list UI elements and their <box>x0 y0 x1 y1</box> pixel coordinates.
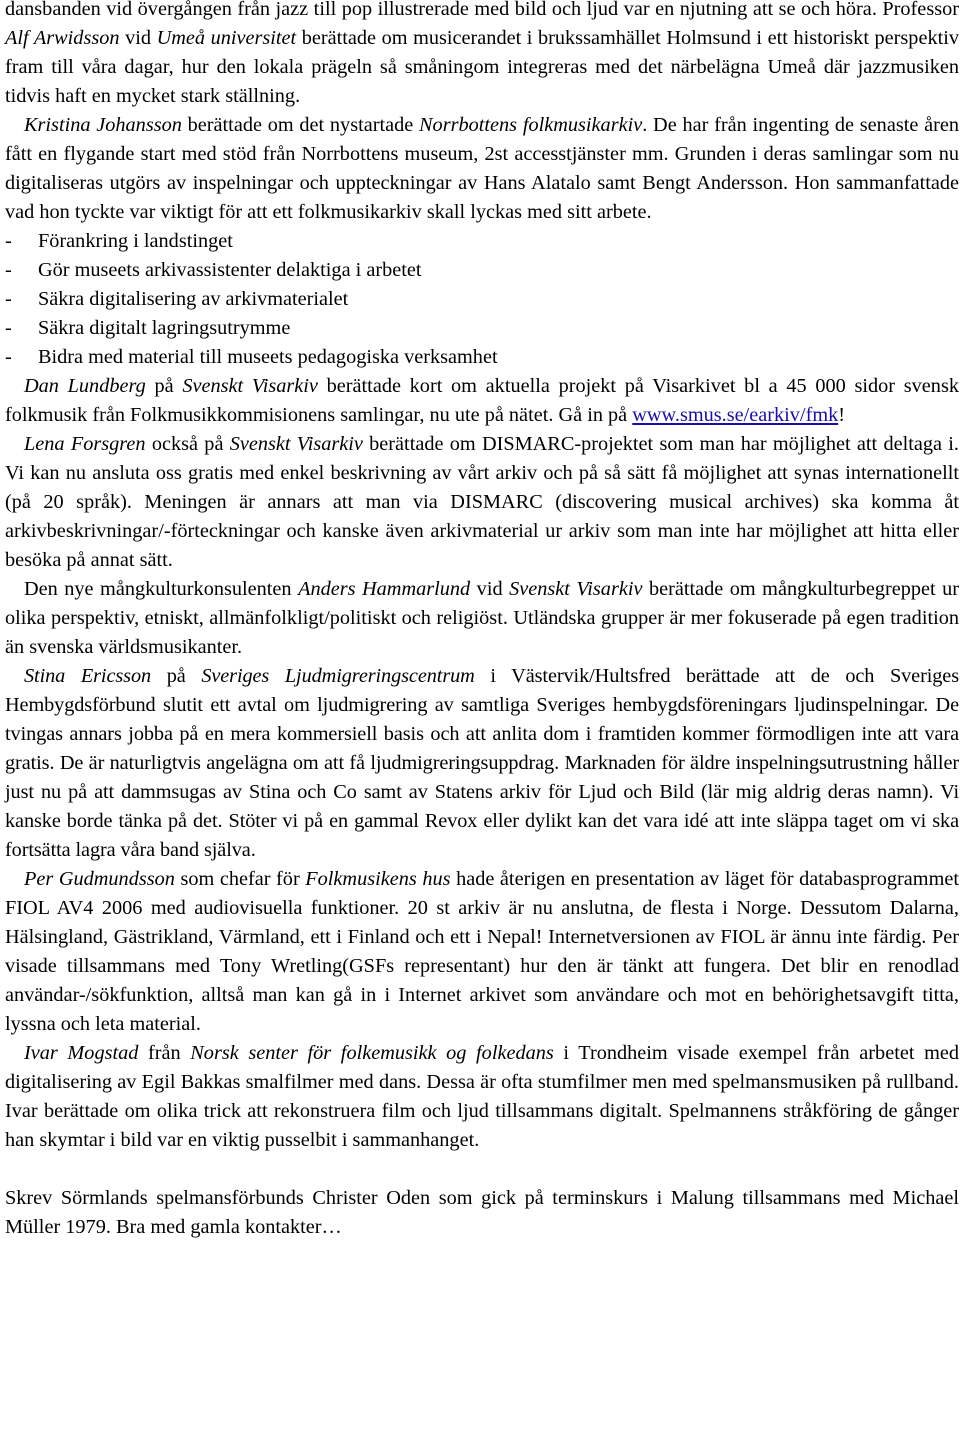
person-name: Dan Lundberg <box>24 375 146 397</box>
paragraph-holmsund: dansbanden vid övergången från jazz till pop illustrerade med bild och ljud var en njutning att se och höra. Professor Alf Arwidsson vid Umeå universitet berättade om musicerandet i brukssamhället Holmsund i ett historiskt perspektiv fram till våra dagar, hur den lokala prägeln så småningom integreras med det närbelägna Umeå där jazzmusiken tidvis haft en mycket stark ställning. <box>5 0 960 107</box>
paragraph-norrbotten: Kristina Johansson berättade om det nystartade Norrbottens folkmusikarkiv. De har från ingenting de senaste åren fått en flygande start med stöd från Norrbottens museum, 2st accesstjänster mm. Grunden i deras samlingar som nu digitaliseras utgörs av inspelningar och uppteckningar av Hans Alatalo samt Bengt Andersson. Hon sammanfattade vad hon tyckte var viktigt för att ett folkmusikarkiv skall lyckas med sitt arbete. <box>5 114 960 223</box>
list-item: - Förankring i landstinget <box>5 230 233 252</box>
list-item: - Gör museets arkivassistenter delaktiga i arbetet <box>5 259 422 281</box>
bullet-list <box>5 227 959 372</box>
organization-name: Svenskt Visarkiv <box>509 578 643 600</box>
person-name: Anders Hammarlund <box>298 578 471 600</box>
person-name: Ivar Mogstad <box>24 1042 139 1064</box>
paragraph-norsk-senter: Ivar Mogstad från Norsk senter för folkemusikk og folkedans i Trondheim visade exempel från arbetet med digitalisering av Egil Bakkas smalfilmer med dans. Dessa är ofta stumfilmer men med spelmansmusiken på rullband. Ivar berättade om olika trick att rekonstruera film och ljud tillsammans digitalt. Spelmannens stråkföring de gånger han skymtar i bild var en viktig pusselbit i sammanhanget. <box>5 1042 959 1151</box>
paragraph-dismarc: Lena Forsgren också på Svenskt Visarkiv berättade om DISMARC-projektet som man har möjlighet att deltaga i. Vi kan nu ansluta oss gratis med enkel beskrivning av vårt arkiv och på så sätt få möjlighet att synas internationellt (på 20 språk). Meningen är annars att man via DISMARC (discovering musical archives) ska komma åt arkivbeskrivningar/-förteckningar och kanske även arkivmaterial ur arkiv som man inte har möjlighet att hitta eller besöka på annat sätt. <box>5 433 959 571</box>
paragraph-visarkiv-lundberg: Dan Lundberg på Svenskt Visarkiv berättade kort om aktuella projekt på Visarkivet bl a 45 000 sidor svensk folkmusik från Folkmusikkommisionens samlingar, nu ute på nätet. Gå in på www.smus.se/earkiv/fmk! <box>5 375 959 426</box>
organization-name: Svenskt Visarkiv <box>182 375 318 397</box>
organization-name: Norsk senter för folkemusikk og folkedans <box>190 1042 554 1064</box>
organization-name: Sveriges Ljudmigreringscentrum <box>201 665 475 687</box>
person-name: Per Gudmundsson <box>24 868 175 890</box>
list-item: - Säkra digitalt lagringsutrymme <box>5 317 291 339</box>
person-name: Kristina Johansson <box>24 114 182 136</box>
person-name: Alf Arwidsson <box>5 27 120 49</box>
organization-name: Svenskt Visarkiv <box>229 433 363 455</box>
organization-name: Folkmusikens hus <box>305 868 451 890</box>
paragraph-spacer <box>5 1155 959 1184</box>
person-name: Stina Ericsson <box>24 665 152 687</box>
person-name: Lena Forsgren <box>24 433 146 455</box>
paragraph-ljudmigrering: Stina Ericsson på Sveriges Ljudmigreringscentrum i Västervik/Hultsfred berättade att de och Sveriges Hembygdsförbund slutit ett avtal om ljudmigrering av samtliga Sveriges hembygdsföreningars ljudinspelningar. De tvingas annars jobba på en mera kommersiell basis och att anlita dom i framtiden kommer förmodligen inte att vara gratis. De är naturligtvis angelägna om att få ljudmigreringsuppdrag. Marknaden för äldre inspelningsutrustning håller just nu på att dammsugas av Stina och Co samt av Statens arkiv för Ljud och Bild (lär mig aldrig deras namn). Vi kanske borde tänka på det. Stöter vi på en gammal Revox eller dylikt kan det vara idé att inte släppa taget om vi ska fortsätta lagra våra band själva. <box>5 665 960 861</box>
paragraph-signature: Skrev Sörmlands spelmansförbunds Christer Oden som gick på terminskurs i Malung tillsammans med Michael Müller 1979. Bra med gamla kontakter… <box>5 1187 959 1238</box>
list-item: - Säkra digitalisering av arkivmaterialet <box>5 288 349 310</box>
paragraph-fiol: Per Gudmundsson som chefar för Folkmusikens hus hade återigen en presentation av läget för databasprogrammet FIOL AV4 2006 med audiovisuella funktioner. 20 st arkiv är nu anslutna, de flesta i Norge. Dessutom Dalarna, Hälsingland, Gästrikland, Värmland, ett i Finland och ett i Nepal! Internetversionen av FIOL är ännu inte färdig. Per visade tillsammans med Tony Wretling(GSFs representant) hur den är tänkt att fungera. Det blir en renodlad användar-/sökfunktion, alltså man kan gå in i Internet arkivet som användare och mot en behörighetsavgift titta, lyssna och leta material. <box>5 868 959 1035</box>
organization-name: Umeå universitet <box>156 27 297 49</box>
paragraph-mangkultur: Den nye mångkulturkonsulenten Anders Hammarlund vid Svenskt Visarkiv berättade om mångkulturbegreppet ur olika perspektiv, etniskt, allmänfolkligt/politiskt och religiöst. Utländska grupper är mer fokuserade på egen tradition än svenska världsmusikanter. <box>5 578 960 658</box>
organization-name: Norrbottens folkmusikarkiv <box>419 114 643 136</box>
earkiv-link[interactable]: www.smus.se/earkiv/fmk <box>632 404 839 426</box>
list-item: - Bidra med material till museets pedagogiska verksamhet <box>5 346 498 368</box>
